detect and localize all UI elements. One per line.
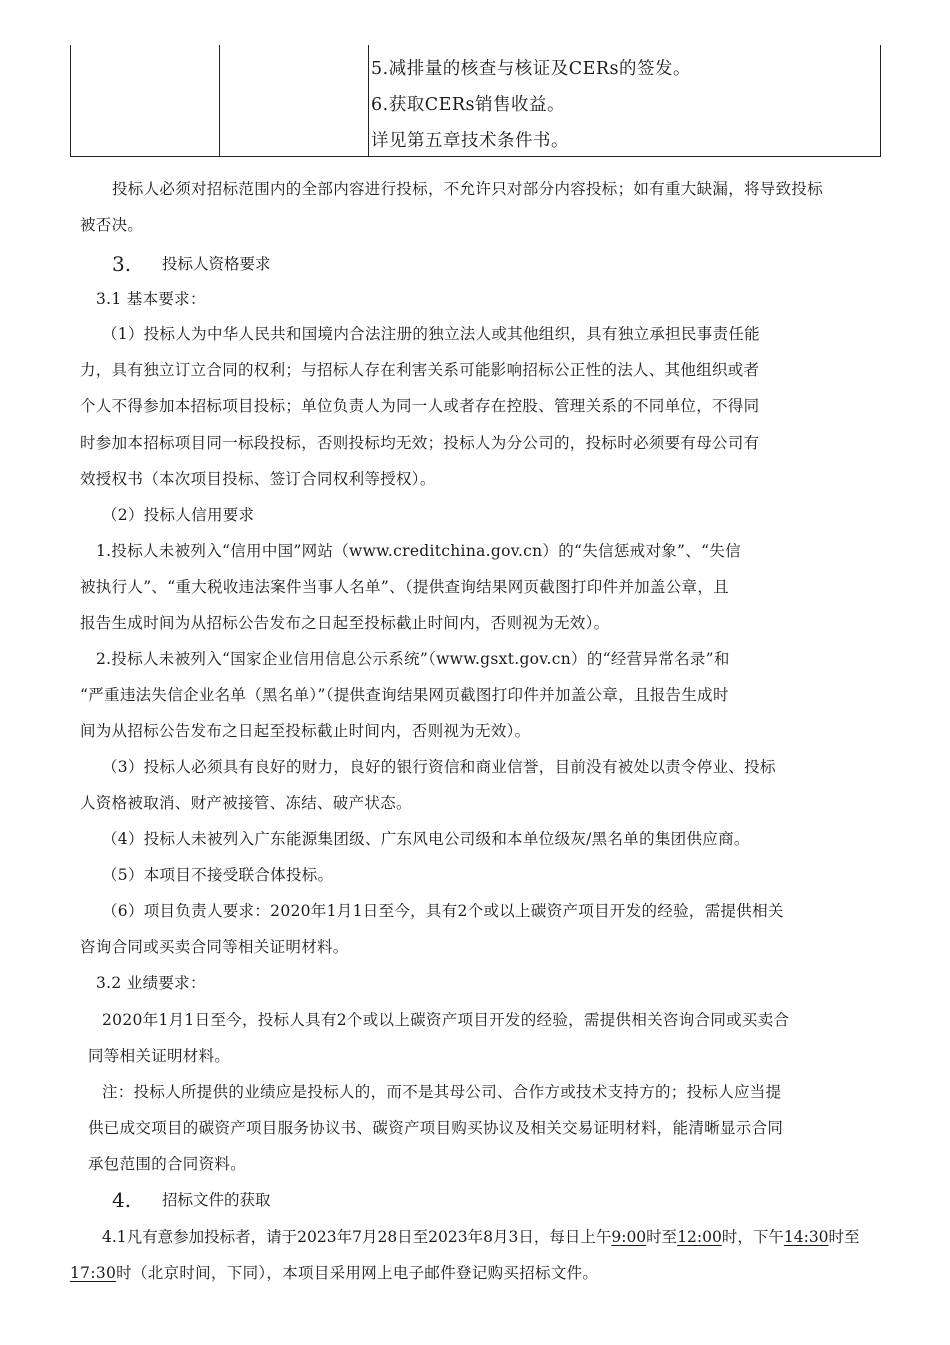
- note-line: 供已成交项目的碳资产项目服务协议书、碳资产项目购买协议及相关交易证明材料，能清晰显示合同: [88, 1119, 784, 1137]
- paragraph-line: （2）投标人信用要求: [102, 506, 255, 524]
- section-title: 投标人资格要求: [162, 255, 271, 273]
- paragraph-line: 力，具有独立订立合同的权利；与招标人存在利害关系可能影响招标公正性的法人、其他组织或者: [80, 361, 760, 379]
- paragraph-line: （3）投标人必须具有良好的财力，良好的银行资信和商业信誉，目前没有被处以责令停业、投标: [102, 758, 776, 776]
- paragraph-line: “严重违法失信企业名单（黑名单）”（提供查询结果网页截图打印件并加盖公章，且报告生成时: [80, 686, 729, 704]
- paragraph-line: （1）投标人为中华人民共和国境内合法注册的独立法人或其他组织，具有独立承担民事责任能: [102, 325, 760, 343]
- section-number: 4.: [112, 1188, 132, 1212]
- paragraph-line: 咨询合同或买卖合同等相关证明材料。: [80, 938, 349, 956]
- paragraph-line: 同等相关证明材料。: [88, 1047, 231, 1065]
- paragraph-line: （4）投标人未被列入广东能源集团级、广东风电公司级和本单位级灰/黑名单的集团供应商。: [102, 830, 750, 848]
- paragraph-line: 间为从招标公告发布之日起至投标截止时间内，否则视为无效）。: [80, 722, 531, 740]
- paragraph-line: 效授权书（本次项目投标、签订合同权利等授权）。: [80, 470, 436, 488]
- paragraph-line: 人资格被取消、财产被接管、冻结、破产状态。: [80, 794, 412, 812]
- table-cell-line: 6.获取CERs销售收益。: [371, 95, 566, 115]
- paragraph-line: 2.投标人未被列入“国家企业信用信息公示系统”（www.gsxt.gov.cn）的“经营异常名录”和: [96, 650, 730, 668]
- time-1730: 17:30: [70, 1264, 117, 1282]
- paragraph-line: 报告生成时间为从招标公告发布之日起至投标截止时间内，否则视为无效）。: [80, 614, 610, 632]
- section-number: 3.: [112, 252, 132, 276]
- time-1430: 14:30: [783, 1228, 829, 1246]
- intro-line: 被否决。: [80, 216, 144, 234]
- subsection-title: 3.2 业绩要求：: [96, 974, 206, 992]
- intro-line: 投标人必须对招标范围内的全部内容进行投标，不允许只对部分内容投标；如有重大缺漏，将导致投标: [112, 180, 824, 198]
- paragraph-line: 时参加本招标项目同一标段投标，否则投标均无效；投标人为分公司的，投标时必须要有母公司有: [80, 434, 760, 452]
- note-line: 注：投标人所提供的业绩应是投标人的，而不是其母公司、合作方或技术支持方的；投标人应当提: [102, 1083, 782, 1101]
- paragraph-line: 被执行人”、“重大税收违法案件当事人名单”、（提供查询结果网页截图打印件并加盖公章，且: [80, 578, 729, 596]
- paragraph-line: 个人不得参加本招标项目投标；单位负责人为同一人或者存在控股、管理关系的不同单位，不得同: [80, 397, 760, 415]
- paragraph-line: 2020年1月1日至今，投标人具有2个或以上碳资产项目开发的经验，需提供相关咨询合同或买卖合: [102, 1011, 790, 1029]
- paragraph-line: （6）项目负责人要求：2020年1月1日至今，具有2个或以上碳资产项目开发的经验，需提供相关: [102, 902, 784, 920]
- scope-table: [70, 45, 881, 157]
- time-12: 12:00: [677, 1228, 722, 1246]
- table-cell-line: 详见第五章技术条件书。: [371, 131, 569, 151]
- paragraph-line: 4.1凡有意参加投标者，请于2023年7月28日至2023年8月3日，每日上午9:00时至12:00时，下午14:30时至: [102, 1228, 860, 1246]
- note-line: 承包范围的合同资料。: [88, 1155, 247, 1173]
- time-9: 9:00: [611, 1228, 647, 1246]
- paragraph-line: （5）本项目不接受联合体投标。: [102, 866, 334, 884]
- subsection-title: 3.1 基本要求：: [96, 290, 206, 308]
- table-divider: [219, 45, 220, 156]
- paragraph-line: 17:30时（北京时间，下同），本项目采用网上电子邮件登记购买招标文件。: [70, 1264, 599, 1282]
- table-divider: [368, 45, 369, 156]
- table-cell-line: 5.减排量的核查与核证及CERs的签发。: [371, 59, 692, 79]
- paragraph-line: 1.投标人未被列入“信用中国”网站（www.creditchina.gov.cn）的“失信惩戒对象”、“失信: [96, 542, 741, 560]
- section-title: 招标文件的获取: [162, 1191, 271, 1209]
